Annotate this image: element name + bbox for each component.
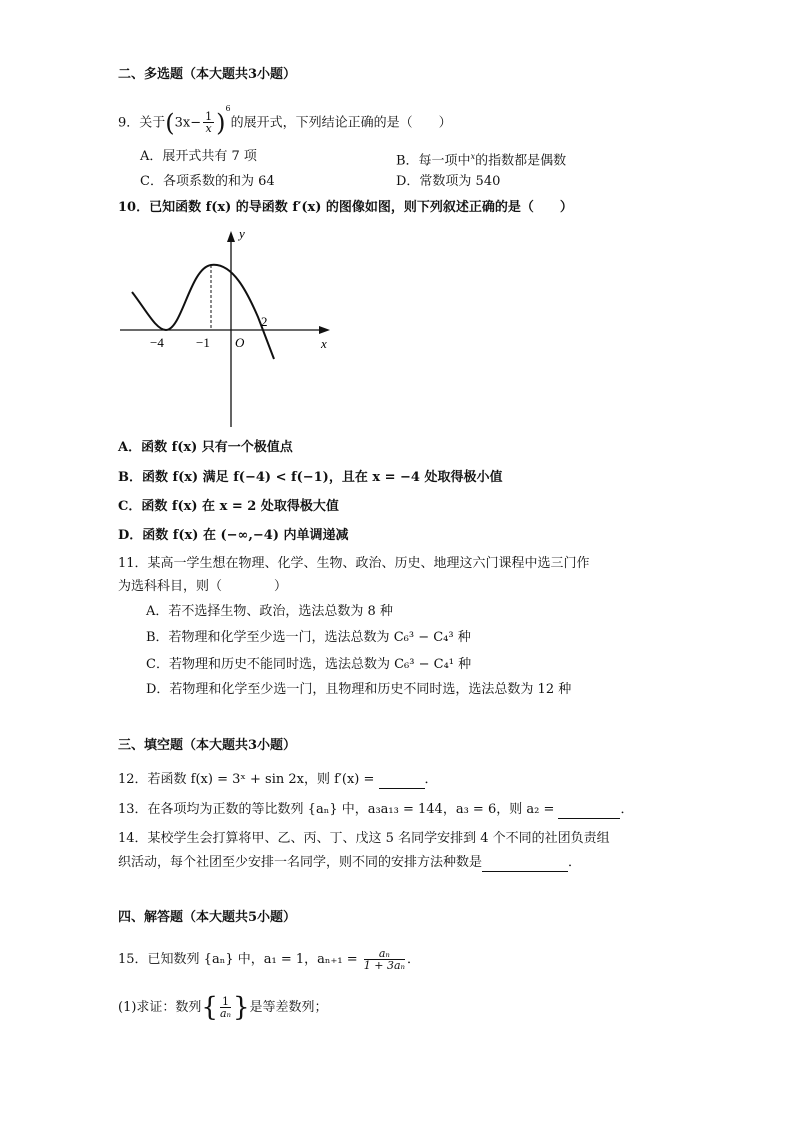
q9-number: 9．关于 xyxy=(118,115,166,131)
q11-stem-line1: 11．某高一学生想在物理、化学、生物、政治、历史、地理这六门课程中选三门作 xyxy=(118,556,590,571)
section-4-title: 四、解答题（本大题共5小题） xyxy=(118,910,297,925)
q11-stem-line2: 为选科科目，则（ ） xyxy=(118,579,288,594)
q10-option-b: B．函数 f(x) 满足 f(−4) < f(−1)，且在 x = −4 处取得极小值 xyxy=(118,470,503,485)
q11-b-combination: C₆³ − C₄³ xyxy=(393,630,454,645)
x-axis-arrow-icon xyxy=(319,326,330,334)
q14-line1: 14．某校学生会打算将甲、乙、丙、丁、戊这 5 名同学安排到 4 个不同的社团负责组 xyxy=(118,831,610,846)
section-2-title: 二、多选题（本大题共3小题） xyxy=(118,67,297,82)
tick-label-2: 2 xyxy=(261,314,268,329)
origin-label: O xyxy=(235,335,245,350)
y-axis-arrow-icon xyxy=(227,231,235,242)
q11-c-combination: C₆³ − C₄¹ xyxy=(394,657,454,672)
q12-answer-blank[interactable] xyxy=(379,774,425,789)
tick-label-neg1: −1 xyxy=(196,335,210,350)
q9-option-a: A．展开式共有 7 项 xyxy=(140,149,257,164)
q9-stem xyxy=(118,104,452,138)
q15-part1: (1)求证：数列{ $\frac{1}{\text{aₙ}}$ }是等差数列； xyxy=(118,992,328,1023)
q14-line2: 织活动，每个社团至少安排一名同学，则不同的安排方法种数是 ． xyxy=(118,855,582,870)
q15-part1-fraction: $\frac{1}{\text{aₙ}}$ xyxy=(219,995,231,1020)
q9-right-paren: ) xyxy=(216,108,226,137)
q9-expr: 3x− xyxy=(174,115,202,131)
q9-option-d: D．常数项为 540 xyxy=(396,174,501,189)
q11-option-c: C．若物理和历史不能同时选，选法总数为 C₆³ − C₄¹ 种 xyxy=(146,657,472,672)
y-label: y xyxy=(239,226,245,241)
q10-option-d: D．函数 f(x) 在 (−∞,−4) 内单调递减 xyxy=(118,528,349,543)
section-3-title: 三、填空题（本大题共3小题） xyxy=(118,738,297,753)
derivative-graph xyxy=(120,222,340,432)
q15-stem: 15．已知数列 {aₙ} 中，a₁ = 1，aₙ₊₁ = $\frac{\text{aₙ}}{\text{1 + 3aₙ}}$ ． xyxy=(118,947,420,972)
q11-option-a: A．若不选择生物、政治，选法总数为 8 种 xyxy=(146,604,393,619)
q9-left-paren: ( xyxy=(165,108,175,137)
q12: 12．若函数 f(x) = 3ˣ + sin 2x，则 f′(x) = ． xyxy=(118,772,438,787)
q10-option-c: C．函数 f(x) 在 x = 2 处取得极大值 xyxy=(118,499,339,514)
x-label: x xyxy=(321,336,327,351)
q11-option-d: D．若物理和化学至少选一门，且物理和历史不同时选，选法总数为 12 种 xyxy=(146,682,572,697)
q15-fraction: $\frac{\text{aₙ}}{\text{1 + 3aₙ}}$ xyxy=(363,947,405,972)
q10-option-a: A．函数 f(x) 只有一个极值点 xyxy=(118,440,293,455)
q9-fraction: $\frac{1}{x}$ xyxy=(205,110,213,136)
q10-stem: 10．已知函数 f(x) 的导函数 f′(x) 的图像如图，则下列叙述正确的是（ ） xyxy=(118,200,573,215)
q13: 13．在各项均为正数的等比数列 {aₙ} 中，a₃a₁₃ = 144，a₃ = 6，则 a₂ = ． xyxy=(118,802,634,817)
q9-option-b: B．每一项中$^x$的指数都是偶数 xyxy=(396,152,567,169)
q9-exponent: 6 xyxy=(225,104,231,113)
q9-tail: 的展开式，下列结论正确的是（ ） xyxy=(230,115,452,131)
q9-option-c: C．各项系数的和为 64 xyxy=(140,174,275,189)
q13-answer-blank[interactable] xyxy=(558,804,620,819)
q11-option-b: B．若物理和化学至少选一门，选法总数为 C₆³ − C₄³ 种 xyxy=(146,630,471,645)
q14-answer-blank[interactable] xyxy=(482,857,568,872)
tick-label-neg4: −4 xyxy=(150,335,164,350)
